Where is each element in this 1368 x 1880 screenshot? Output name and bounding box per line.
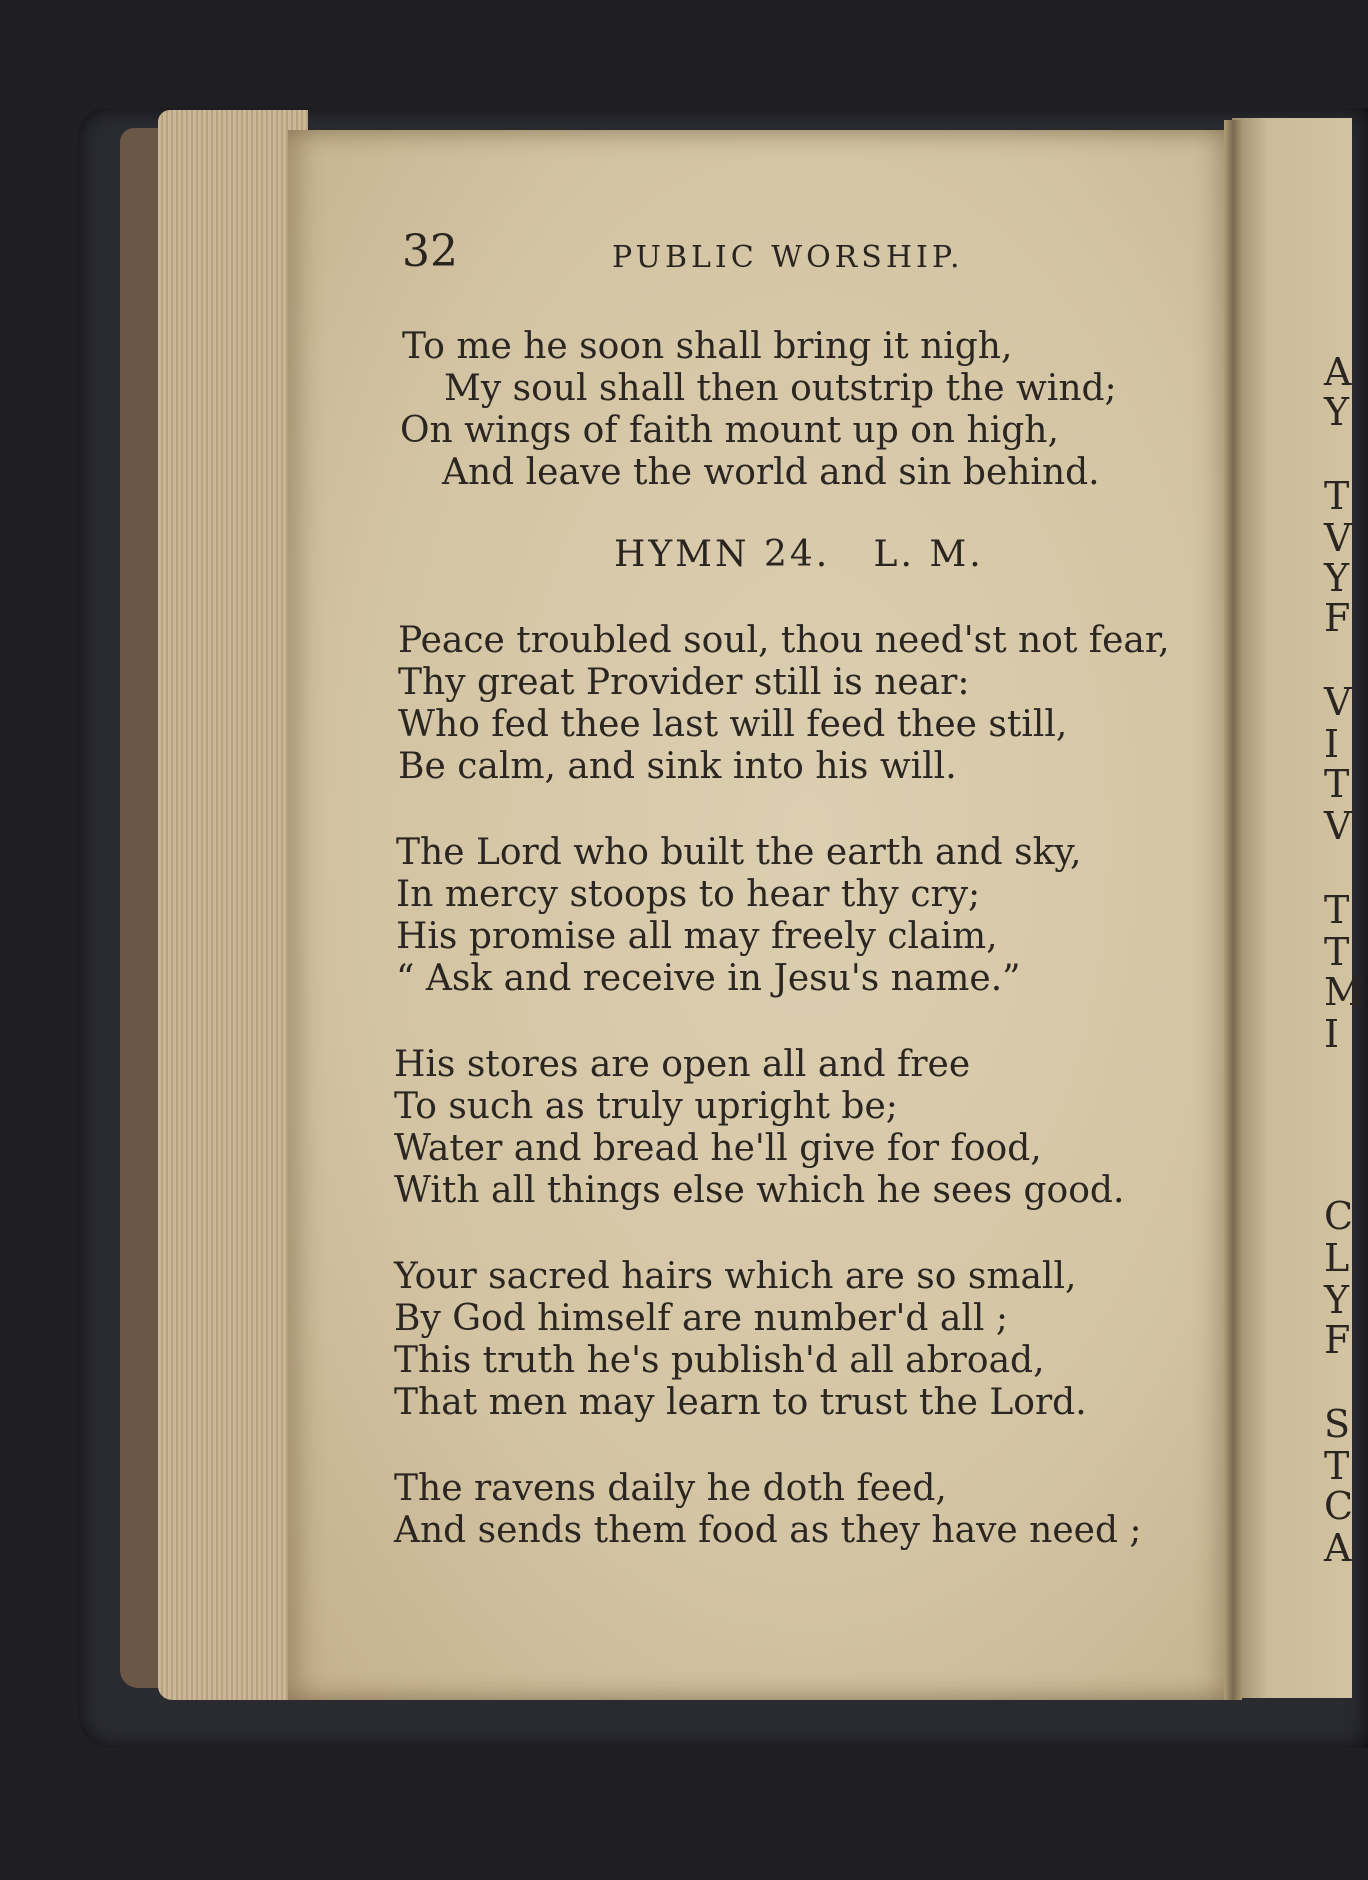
verse-line: Who fed thee last will feed thee still, (398, 704, 1068, 745)
verse-line: To such as truly upright be; (394, 1086, 898, 1127)
facing-page-letter: T (1324, 474, 1350, 518)
verse-line: To me he soon shall bring it nigh, (402, 326, 1013, 367)
hymn-title: HYMN 24. L. M. (614, 534, 984, 575)
facing-page-letter: S (1324, 1402, 1351, 1446)
facing-page-letter: I (1324, 1012, 1340, 1056)
verse-line: Thy great Provider still is near: (398, 662, 970, 703)
verse-line: His promise all may freely claim, (396, 916, 998, 957)
verse-line: The Lord who built the earth and sky, (396, 832, 1082, 873)
page-gutter (1224, 120, 1242, 1700)
verse-line: That men may learn to trust the Lord. (394, 1382, 1087, 1423)
facing-page-letter: A (1324, 1526, 1352, 1570)
verse-line: In mercy stoops to hear thy cry; (396, 874, 981, 915)
verse-line: And leave the world and sin behind. (442, 452, 1100, 493)
facing-page-letter: Y (1324, 390, 1350, 434)
facing-page-letter: Y (1324, 1278, 1350, 1322)
verse-line: This truth he's publish'd all abroad, (394, 1340, 1045, 1381)
page-number: 32 (402, 226, 458, 277)
verse-line: My soul shall then outstrip the wind; (444, 368, 1117, 409)
facing-page-letter: F (1324, 1318, 1351, 1362)
facing-page-letter: V (1324, 804, 1352, 848)
verse-line: By God himself are number'd all ; (394, 1298, 1008, 1339)
verse-line: Water and bread he'll give for food, (394, 1128, 1042, 1169)
facing-page-letter: C (1324, 1194, 1354, 1238)
verse-line: “ Ask and receive in Jesu's name.” (396, 958, 1021, 999)
facing-page-letter: A (1324, 350, 1352, 394)
running-head: PUBLIC WORSHIP. (612, 240, 964, 275)
verse-line: Your sacred hairs which are so small, (394, 1256, 1077, 1297)
facing-page-letter: V (1324, 516, 1352, 560)
verse-line: Peace troubled soul, thou need'st not fear, (398, 620, 1170, 661)
verse-line: On wings of faith mount up on high, (400, 410, 1059, 451)
facing-page-letter: M (1324, 970, 1363, 1014)
facing-page-letter: T (1324, 762, 1350, 806)
facing-page-letter: I (1324, 722, 1340, 766)
verse-line: Be calm, and sink into his will. (398, 746, 957, 787)
facing-page-letter: L (1324, 1236, 1350, 1280)
facing-page-letter: V (1324, 680, 1352, 724)
page-edges (158, 110, 308, 1700)
facing-page-letter: T (1324, 1444, 1350, 1488)
facing-page-letter: Y (1324, 556, 1350, 600)
verse-line: With all things else which he sees good. (394, 1170, 1125, 1211)
facing-page-letter: F (1324, 596, 1351, 640)
facing-page-letter: T (1324, 888, 1350, 932)
verse-line: His stores are open all and free (394, 1044, 971, 1085)
verse-line: And sends them food as they have need ; (394, 1510, 1142, 1551)
facing-page (1232, 118, 1363, 1698)
verse-line: The ravens daily he doth feed, (394, 1468, 947, 1509)
facing-page-letter: T (1324, 930, 1350, 974)
facing-page-letter: C (1324, 1484, 1354, 1528)
